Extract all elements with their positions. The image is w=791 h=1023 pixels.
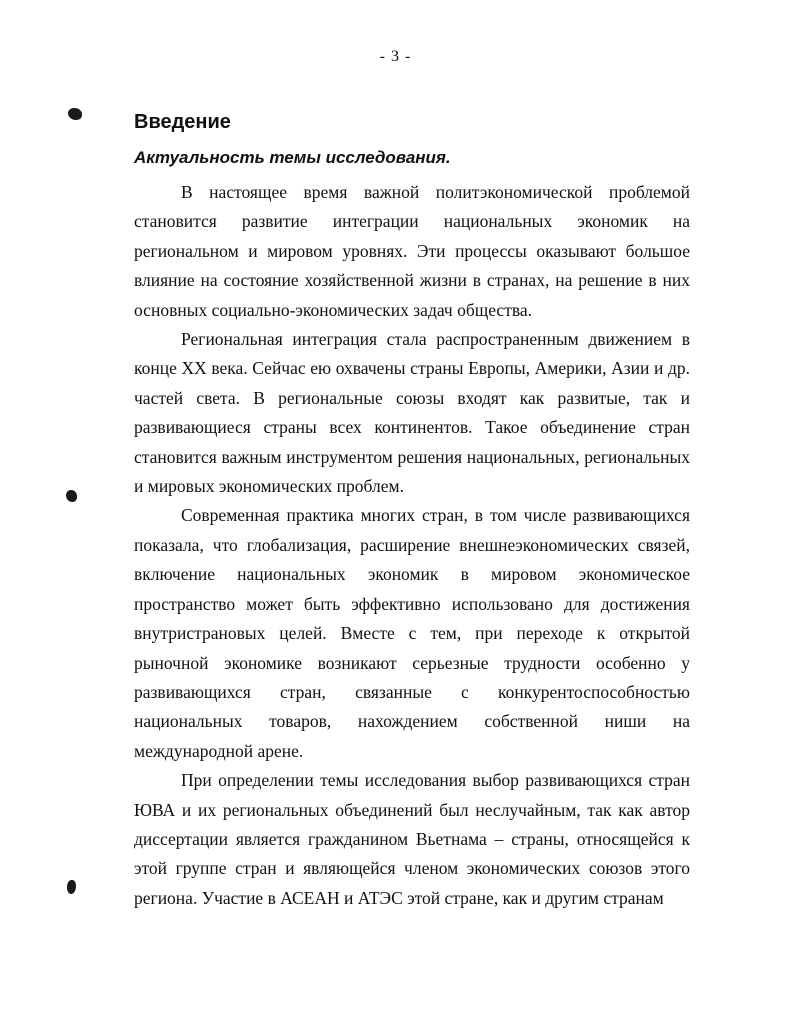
- section-heading: Введение: [134, 111, 231, 133]
- binding-hole-mark: [68, 108, 82, 120]
- binding-hole-mark: [66, 490, 77, 502]
- page-number: - 3 -: [379, 48, 412, 65]
- paragraph: В настоящее время важной политэкономической проблемой становится развитие интеграции национальных экономик на региональном и мировом уровнях. Эти процессы оказывают большое влияние на состояние хозяйственной жизни в странах, на решение в них основных социально-экономических задач общества.: [134, 182, 690, 320]
- binding-hole-mark: [67, 880, 76, 894]
- paragraph: Современная практика многих стран, в том числе развивающихся показала, что глобализация, расширение внешнеэкономических связей, включение национальных экономик в мировом экономическое пространство может быть эффективно использовано для достижения внутристрановых целей. Вместе с тем, при переходе к открытой рыночной экономике возникают серьезные трудности особенно у развивающихся стран, связанные с конкурентоспособностью национальных товаров, нахождением собственной ниши на международной арене.: [134, 505, 690, 761]
- section-subheading: Актуальность темы исследования.: [134, 148, 451, 167]
- paragraph: При определении темы исследования выбор развивающихся стран ЮВА и их региональных объединений был неслучайным, так как автор диссертации является гражданином Вьетнама – страны, относящейся к этой группе стран и являющейся членом экономических союзов этого региона. Участие в АСЕАН и АТЭС этой стране, как и другим странам: [134, 770, 690, 908]
- paragraph: Региональная интеграция стала распространенным движением в конце XX века. Сейчас ею охвачены страны Европы, Америки, Азии и др. частей света. В региональные союзы входят как развитые, так и развивающиеся страны всех континентов. Такое объединение стран становится важным инструментом решения национальных, региональных и мировых экономических проблем.: [134, 329, 690, 497]
- body-text: [134, 178, 690, 913]
